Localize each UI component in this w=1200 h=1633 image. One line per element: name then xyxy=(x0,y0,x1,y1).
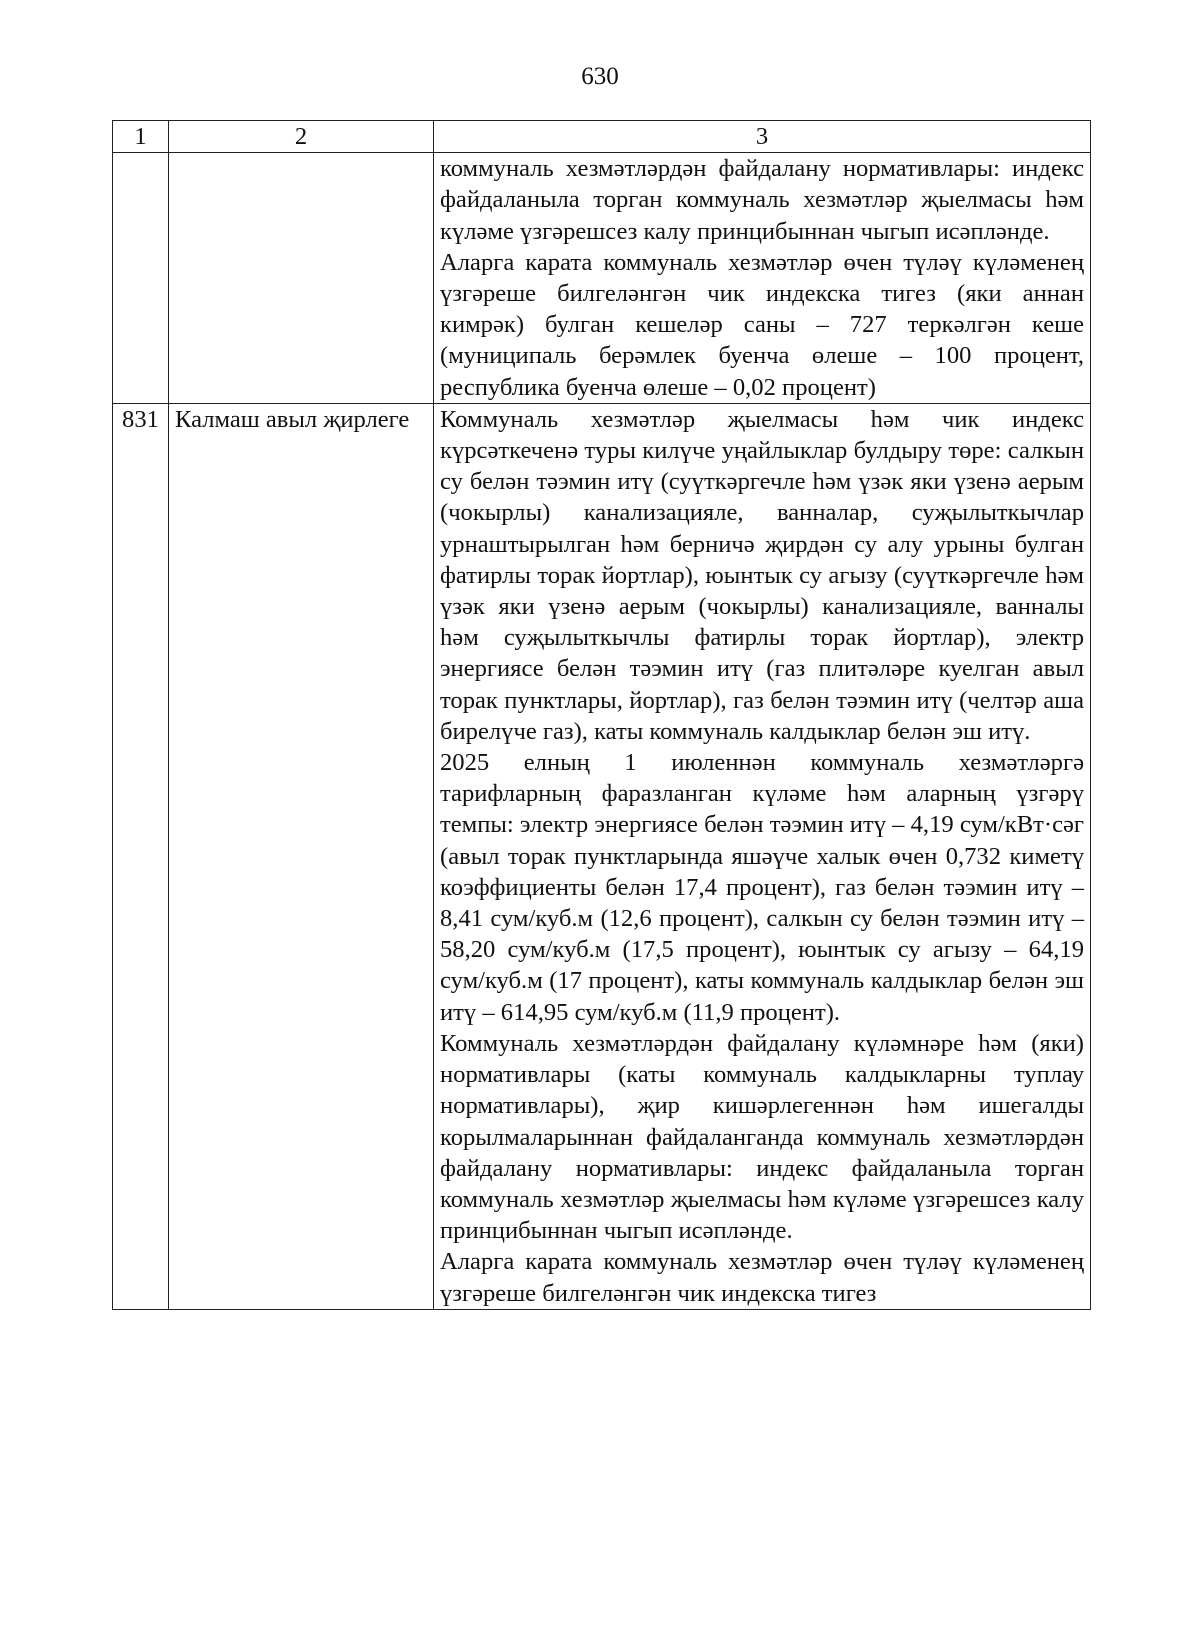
table-header-row xyxy=(113,121,1091,153)
document-table xyxy=(112,120,1091,1310)
description-paragraph: Коммуналь хезмәтләр җыелмасы һәм чик индекс күрсәткеченә туры килүче уңайлыклар булдыру төре: салкын су белән тәэмин итү (суүткәргечле һәм үзәк яки үзенә аерым (чокырлы) канализацияле, ванналар, суҗылыткычлар урнаштырылган һәм берничә җирдән су алу урыны булган фатирлы торак йортлар), юынтык су агызу (суүткәргечле һәм үзәк яки үзенә аерым (чокырлы) канализацияле, ванналы һәм суҗылыткычлы фатирлы торак йортлар), электр энергиясе белән тәэмин итү (газ плитәләре куелган авыл торак пунктлары, йортлар), газ белән тәэмин итү (челтәр аша бирелүче газ), каты коммуналь калдыклар белән эш итү. xyxy=(440,405,1084,745)
description-paragraph: Аларга карата коммуналь хезмәтләр өчен түләү күләменең үзгәреше билгеләнгән чик индекска тигез xyxy=(440,1248,1084,1307)
description-cell xyxy=(434,403,1091,1309)
settlement-name: Калмаш авыл җирлеге xyxy=(169,403,434,1309)
column-header-number: 1 xyxy=(113,121,169,153)
row-number xyxy=(113,153,169,404)
row-number: 831 xyxy=(113,403,169,1309)
description-paragraph: коммуналь хезмәтләрдән файдалану нормативлары: индекс файдаланыла торган коммуналь хезмәтләр җыелмасы һәм күләме үзгәрешсез калу принцибыннан чыгып исәпләнде. xyxy=(440,155,1084,245)
description-paragraph: Коммуналь хезмәтләрдән файдалану күләмнәре һәм (яки) нормативлары (каты коммуналь калдыкларны туплау нормативлары), җир кишәрлегеннән һәм ишегалды корылмаларыннан файдаланганда коммуналь хезмәтләрдән файдалану нормативлары: индекс файдаланыла торган коммуналь хезмәтләр җыелмасы һәм күләме үзгәрешсез калу принцибыннан чыгып исәпләнде. xyxy=(440,1029,1084,1245)
description-cell xyxy=(434,153,1091,404)
column-header-description: 3 xyxy=(434,121,1091,153)
table-row xyxy=(113,153,1091,404)
column-header-name: 2 xyxy=(169,121,434,153)
table-row xyxy=(113,403,1091,1309)
page-number: 630 xyxy=(581,63,619,90)
settlement-name xyxy=(169,153,434,404)
description-paragraph: Аларга карата коммуналь хезмәтләр өчен түләү күләменең үзгәреше билгеләнгән чик индекска тигез (яки аннан кимрәк) булган кешеләр саны – 727 теркәлгән кеше (муниципаль берәмлек буенча өлеше – 100 процент, республика буенча өлеше – 0,02 процент) xyxy=(440,248,1084,401)
description-paragraph: 2025 елның 1 июленнән коммуналь хезмәтләргә тарифларның фаразланган күләме һәм аларның үзгәрү темпы: электр энергиясе белән тәэмин итү – 4,19 сум/кВт·сәг (авыл торак пунктларында яшәүче халык өчен 0,732 киметү коэффициенты белән 17,4 процент), газ белән тәэмин итү – 8,41 сум/куб.м (12,6 процент), салкын су белән тәэмин итү – 58,20 сум/куб.м (17,5 процент), юынтык су агызу – 64,19 сум/куб.м (17 процент), каты коммуналь калдыклар белән эш итү – 614,95 сум/куб.м (11,9 процент). xyxy=(440,749,1084,1026)
